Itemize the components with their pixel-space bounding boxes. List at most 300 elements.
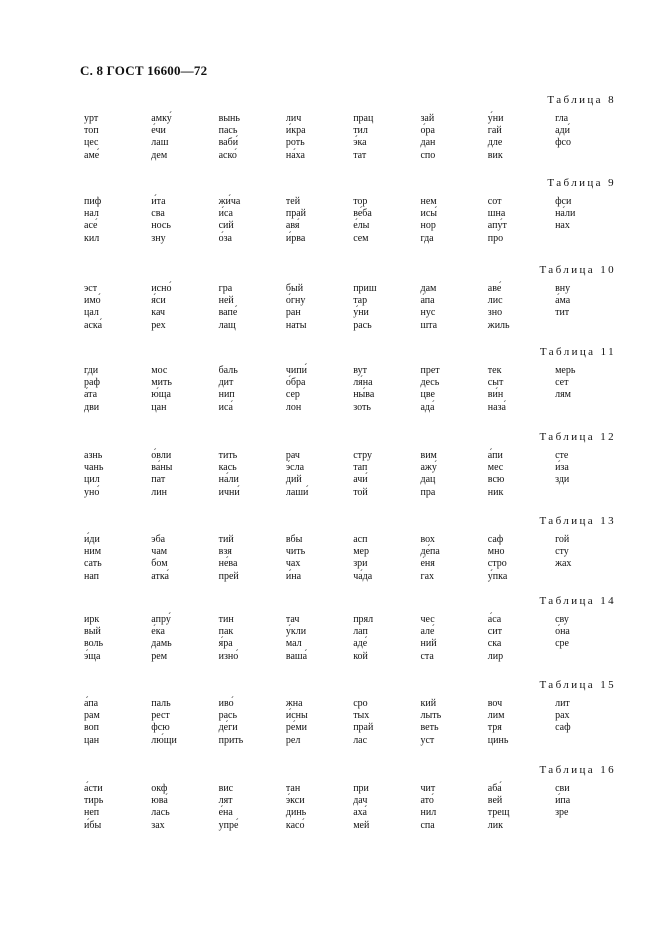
syllable-cell: сро (353, 698, 368, 709)
syllable-cell: жиль (487, 319, 510, 331)
syllable-cell: тач (285, 614, 300, 625)
syllable-cell: мос (151, 365, 168, 376)
syllable-cell: шта (420, 319, 438, 331)
table-column (555, 450, 622, 499)
syllable-cell: сий (218, 220, 234, 232)
syllable-cell: дам (420, 283, 437, 294)
syllable-cell: упре́ (218, 819, 239, 831)
syllable-cell: вут (353, 365, 367, 376)
syllable-cell: сва (151, 208, 165, 220)
table-column (219, 113, 286, 162)
syllable-cell: рем (151, 650, 168, 662)
table-column (420, 283, 487, 332)
page-header: С. 8 ГОСТ 16600—72 (80, 63, 208, 78)
syllable-cell: мей (353, 819, 370, 831)
syllable-cell: нор (420, 220, 436, 232)
syllable-cell: э́ща (84, 650, 101, 662)
syllable-cell: цес (84, 137, 99, 149)
syllable-cell: паль (151, 698, 171, 709)
syllable-cell: зри (353, 558, 368, 570)
syllable-cell: гра (218, 283, 233, 294)
table-columns (84, 196, 622, 245)
syllable-cell: ади́ (555, 125, 570, 137)
syllable-cell: гай (487, 125, 502, 137)
syllable-cell: вей (487, 795, 503, 807)
syllable-cell: цан (84, 734, 100, 746)
syllable-cell: пра (420, 486, 436, 498)
syllable-cell: рач (285, 450, 300, 461)
syllable-cell: и́на (285, 570, 302, 582)
syllable-cell: цил (84, 474, 100, 486)
table-title: Таблица 15 (539, 679, 616, 691)
syllable-cell: зах (151, 819, 165, 831)
syllable-cell: саф (487, 534, 504, 545)
syllable-cell: ажу́ (420, 462, 437, 474)
table-title: Таблица 9 (547, 177, 616, 189)
table-column (353, 113, 420, 162)
syllable-cell: нем (420, 196, 437, 207)
syllable-cell: э́ка (353, 137, 367, 149)
table-columns (84, 534, 622, 583)
table-column (219, 614, 286, 663)
syllable-cell: лаш (151, 137, 169, 149)
syllable-cell: дамь (151, 638, 172, 650)
syllable-cell: дем (151, 149, 168, 161)
syllable-cell: вынь (218, 113, 240, 124)
syllable-cell: де́ги (218, 722, 238, 734)
table-column (219, 365, 286, 414)
syllable-cell: ста (420, 650, 434, 662)
table-column (151, 450, 218, 499)
syllable-cell: дле (487, 137, 503, 149)
table-column (84, 283, 151, 332)
syllable-cell: кач (151, 307, 166, 319)
table-column (555, 534, 622, 583)
syllable-cell: аба́ (487, 783, 502, 794)
table-title: Таблица 12 (539, 431, 616, 443)
syllable-cell: рех (151, 319, 166, 331)
syllable-cell: лич (285, 113, 302, 124)
syllable-cell: ней (218, 295, 234, 307)
syllable-cell: я́си (151, 295, 166, 307)
syllable-cell: не́ва (218, 558, 238, 570)
syllable-cell: а́па (420, 295, 435, 307)
table-column (286, 113, 353, 162)
syllable-cell: але́ (420, 626, 435, 638)
syllable-cell: цинь (487, 734, 509, 746)
table-column (353, 783, 420, 832)
table-column (488, 534, 555, 583)
syllable-cell: и́за (555, 462, 569, 474)
table-column (286, 534, 353, 583)
syllable-cell: жна (285, 698, 303, 709)
syllable-cell: чах (285, 558, 301, 570)
syllable-cell: цал (84, 307, 99, 319)
syllable-cell: гда (420, 232, 434, 244)
syllable-cell: пак (218, 626, 234, 638)
syllable-cell: рел (285, 734, 301, 746)
syllable-cell: тей (285, 196, 301, 207)
table-title: Таблица 11 (539, 346, 616, 358)
syllable-cell: зоть (353, 401, 371, 413)
syllable-cell: вис (218, 783, 234, 794)
syllable-cell: нось (151, 220, 171, 232)
syllable-cell: лыть (420, 710, 442, 722)
table-column (488, 450, 555, 499)
syllable-cell: и́ди (84, 534, 100, 545)
table-column (420, 534, 487, 583)
syllable-cell: дви (84, 401, 100, 413)
syllable-cell: дац (420, 474, 436, 486)
syllable-cell: тых (353, 710, 370, 722)
syllable-cell: лап (353, 626, 368, 638)
syllable-cell: ска (487, 638, 502, 650)
table-column (555, 698, 622, 747)
syllable-cell: о́бра (285, 377, 306, 389)
syllable-cell: зно (487, 307, 503, 319)
table-column (420, 783, 487, 832)
syllable-cell: трещ (487, 807, 510, 819)
syllable-cell: нал (84, 208, 99, 220)
syllable-cell: азнь (84, 450, 103, 461)
syllable-cell: о́за (218, 232, 232, 244)
syllable-cell: дач (353, 795, 368, 807)
syllable-cell: всю (487, 474, 505, 486)
syllable-cell: ваша́ (285, 650, 308, 662)
syllable-cell: наты (285, 319, 307, 331)
syllable-cell: имо́ (84, 295, 101, 307)
syllable-cell: сте (555, 450, 569, 461)
table-column (286, 614, 353, 663)
syllable-cell: о́вли (151, 450, 172, 461)
syllable-cell: лон (285, 401, 302, 413)
syllable-cell: дан (420, 137, 436, 149)
syllable-cell: ваби́ (218, 137, 239, 149)
syllable-cell: ирк (84, 614, 100, 625)
syllable-cell: е́лы (353, 220, 370, 232)
syllable-cell: воп (84, 722, 100, 734)
syllable-cell: ний (420, 638, 437, 650)
table-column (84, 450, 151, 499)
syllable-cell: тек (487, 365, 502, 376)
table-column (353, 196, 420, 245)
table-column (84, 113, 151, 162)
table-column (151, 113, 218, 162)
syllable-cell: аска́ (84, 319, 103, 331)
syllable-cell: жах (555, 558, 572, 570)
syllable-cell: а́па (84, 698, 99, 709)
syllable-cell: лась (151, 807, 170, 819)
syllable-cell: мес (487, 462, 504, 474)
syllable-cell: и́са (218, 208, 233, 220)
table-columns (84, 365, 622, 414)
syllable-cell: пиф (84, 196, 102, 207)
syllable-cell: лим (487, 710, 505, 722)
syllable-cell: ю́ща (151, 389, 171, 401)
syllable-cell: наза́ (487, 401, 506, 413)
table-column (84, 196, 151, 245)
table-column (151, 283, 218, 332)
syllable-cell: цве (420, 389, 435, 401)
syllable-cell: у́ни (353, 307, 369, 319)
syllable-cell: вик (487, 149, 503, 161)
syllable-cell: уст (420, 734, 435, 746)
syllable-cell: тря (487, 722, 502, 734)
syllable-cell: прить (218, 734, 244, 746)
syllable-cell: аме́ (84, 149, 100, 161)
syllable-cell: авя́ (285, 220, 300, 232)
syllable-cell: ре́ми (285, 722, 308, 734)
table-column (555, 113, 622, 162)
syllable-cell: чам (151, 546, 168, 558)
syllable-cell: иса́ (218, 401, 233, 413)
syllable-cell: гди (84, 365, 99, 376)
syllable-cell: тий (218, 534, 234, 545)
syllable-cell: о́ра (420, 125, 435, 137)
syllable-cell: уно́ (84, 486, 100, 498)
syllable-cell: е́чи (151, 125, 166, 137)
table-column (286, 365, 353, 414)
syllable-cell: динь (285, 807, 307, 819)
syllable-cell: баль (218, 365, 238, 376)
syllable-cell: саф (555, 722, 571, 734)
syllable-cell: лит (555, 698, 570, 709)
syllable-cell: пат (151, 474, 166, 486)
table-column (219, 783, 286, 832)
table-column (286, 283, 353, 332)
syllable-cell: мал (285, 638, 302, 650)
syllable-cell: изно́ (218, 650, 239, 662)
syllable-cell: рам (84, 710, 100, 722)
syllable-cell: и́та (151, 196, 166, 207)
syllable-cell: ве́ба (353, 208, 372, 220)
table-column (420, 450, 487, 499)
syllable-cell: а́ма (555, 295, 571, 307)
table-column (286, 783, 353, 832)
syllable-cell: на́ли (218, 474, 239, 486)
syllable-cell: кил (84, 232, 100, 244)
table-columns (84, 614, 622, 663)
table-column (420, 614, 487, 663)
table-column (353, 365, 420, 414)
table-columns (84, 113, 622, 162)
syllable-cell: нап (84, 570, 100, 582)
table-column (286, 698, 353, 747)
syllable-cell: лис (487, 295, 503, 307)
table-column (151, 614, 218, 663)
table-column (488, 783, 555, 832)
syllable-cell: нил (420, 807, 437, 819)
syllable-cell: тап (353, 462, 368, 474)
syllable-cell: тить (218, 450, 238, 461)
table-column (151, 365, 218, 414)
syllable-cell: на́ли (555, 208, 576, 220)
table-columns (84, 450, 622, 499)
table-title: Таблица 14 (539, 595, 616, 607)
syllable-cell: вим (420, 450, 437, 461)
syllable-cell: спо (420, 149, 436, 161)
syllable-cell: ник (487, 486, 504, 498)
syllable-cell: жи́ча (218, 196, 241, 207)
syllable-cell: эба (151, 534, 166, 545)
syllable-cell: асп (353, 534, 368, 545)
syllable-cell: зну (151, 232, 166, 244)
syllable-cell: кий (420, 698, 437, 709)
syllable-cell: сать (84, 558, 102, 570)
syllable-cell: нах (555, 220, 570, 232)
syllable-cell: бый (285, 283, 304, 294)
syllable-cell: аха́ (353, 807, 367, 819)
syllable-cell: топ (84, 125, 99, 137)
table-column (286, 196, 353, 245)
table-column (219, 450, 286, 499)
syllable-cell: рась (353, 319, 372, 331)
syllable-cell: фсо (555, 137, 571, 149)
syllable-cell: тирь (84, 795, 104, 807)
syllable-cell: сви (555, 783, 570, 794)
syllable-cell: раф (84, 377, 100, 389)
syllable-cell: мно (487, 546, 505, 558)
table-column (219, 283, 286, 332)
table-title: Таблица 16 (539, 764, 616, 776)
table-column (84, 614, 151, 663)
syllable-cell: ны́ва (353, 389, 375, 401)
syllable-cell: прей (218, 570, 239, 582)
table-title: Таблица 10 (539, 264, 616, 276)
table-column (219, 698, 286, 747)
syllable-cell: прет (420, 365, 440, 376)
syllable-cell: воч (487, 698, 503, 709)
table-column (219, 196, 286, 245)
syllable-cell: чит (420, 783, 436, 794)
syllable-cell: мер (353, 546, 369, 558)
table-column (488, 113, 555, 162)
table-column (555, 783, 622, 832)
syllable-cell: пась (218, 125, 238, 137)
syllable-cell: тат (353, 149, 367, 161)
syllable-cell: тил (353, 125, 368, 137)
syllable-cell: нус (420, 307, 436, 319)
table-column (555, 283, 622, 332)
syllable-cell: спа (420, 819, 435, 831)
syllable-cell: апу́т (487, 220, 507, 232)
table-column (420, 113, 487, 162)
table-column (353, 283, 420, 332)
syllable-cell: чес (420, 614, 435, 625)
table-title: Таблица 13 (539, 515, 616, 527)
syllable-cell: зай (420, 113, 435, 124)
syllable-cell: вну (555, 283, 571, 294)
syllable-cell: и́бы (84, 819, 102, 831)
syllable-cell: сет (555, 377, 569, 389)
syllable-cell: амку́ (151, 113, 172, 124)
syllable-cell: урт (84, 113, 99, 124)
syllable-cell: исы́ (420, 208, 437, 220)
syllable-cell: ва́ны (151, 462, 173, 474)
table-column (488, 698, 555, 747)
syllable-cell: взя (218, 546, 232, 558)
syllable-cell: и́рва (285, 232, 306, 244)
syllable-cell: ля́на (353, 377, 373, 389)
table-column (84, 698, 151, 747)
syllable-cell: цан (151, 401, 167, 413)
syllable-cell: исно́ (151, 283, 172, 294)
syllable-cell: а́пи (487, 450, 503, 461)
table-columns (84, 283, 622, 332)
syllable-cell: при (353, 783, 369, 794)
syllable-cell: той (353, 486, 368, 498)
syllable-cell: шна (487, 208, 506, 220)
syllable-cell: е́на (218, 807, 233, 819)
table-title: Таблица 8 (547, 94, 616, 106)
syllable-cell: аско́ (218, 149, 237, 161)
syllable-cell: чипи́ (285, 365, 307, 376)
syllable-cell: бом (151, 558, 168, 570)
syllable-cell: сву (555, 614, 569, 625)
syllable-cell: нип (218, 389, 235, 401)
syllable-cell: ада́ (420, 401, 435, 413)
syllable-cell: асе́ (84, 220, 98, 232)
syllable-cell: стру (353, 450, 372, 461)
table-column (151, 698, 218, 747)
syllable-cell: приш (353, 283, 377, 294)
table-column (353, 698, 420, 747)
table-column (151, 783, 218, 832)
syllable-cell: тин (218, 614, 234, 625)
syllable-cell: воль (84, 638, 104, 650)
syllable-cell: о́гну (285, 295, 306, 307)
syllable-cell: ачи́ (353, 474, 368, 486)
table-column (420, 698, 487, 747)
table-column (151, 534, 218, 583)
syllable-cell: неп (84, 807, 100, 819)
syllable-cell: стро (487, 558, 507, 570)
table-column (488, 614, 555, 663)
syllable-cell: тар (353, 295, 368, 307)
table-column (353, 614, 420, 663)
table-column (555, 614, 622, 663)
table-column (84, 783, 151, 832)
table-column (420, 365, 487, 414)
syllable-cell: сыт (487, 377, 504, 389)
syllable-cell: у́ни (487, 113, 504, 124)
syllable-cell: ран (285, 307, 301, 319)
syllable-cell: атка́ (151, 570, 169, 582)
table-column (488, 283, 555, 332)
syllable-cell: лю́щи (151, 734, 177, 746)
table-column (488, 365, 555, 414)
table-column (151, 196, 218, 245)
table-column (84, 534, 151, 583)
syllable-cell: и́сны (285, 710, 308, 722)
syllable-cell: роть (285, 137, 305, 149)
syllable-cell: кась (218, 462, 237, 474)
syllable-cell: сем (353, 232, 369, 244)
syllable-cell: прац (353, 113, 374, 124)
syllable-cell: юва́ (151, 795, 168, 807)
table-column (84, 365, 151, 414)
syllable-cell: гах (420, 570, 435, 582)
syllable-cell: де́па (420, 546, 440, 558)
table-columns (84, 698, 622, 747)
syllable-cell: дит (218, 377, 234, 389)
syllable-cell: про (487, 232, 504, 244)
syllable-cell: о́на (555, 626, 570, 638)
syllable-cell: окф (151, 783, 168, 794)
syllable-cell: аде́ (353, 638, 368, 650)
syllable-cell: ато́ (420, 795, 434, 807)
syllable-cell: гой (555, 534, 570, 545)
